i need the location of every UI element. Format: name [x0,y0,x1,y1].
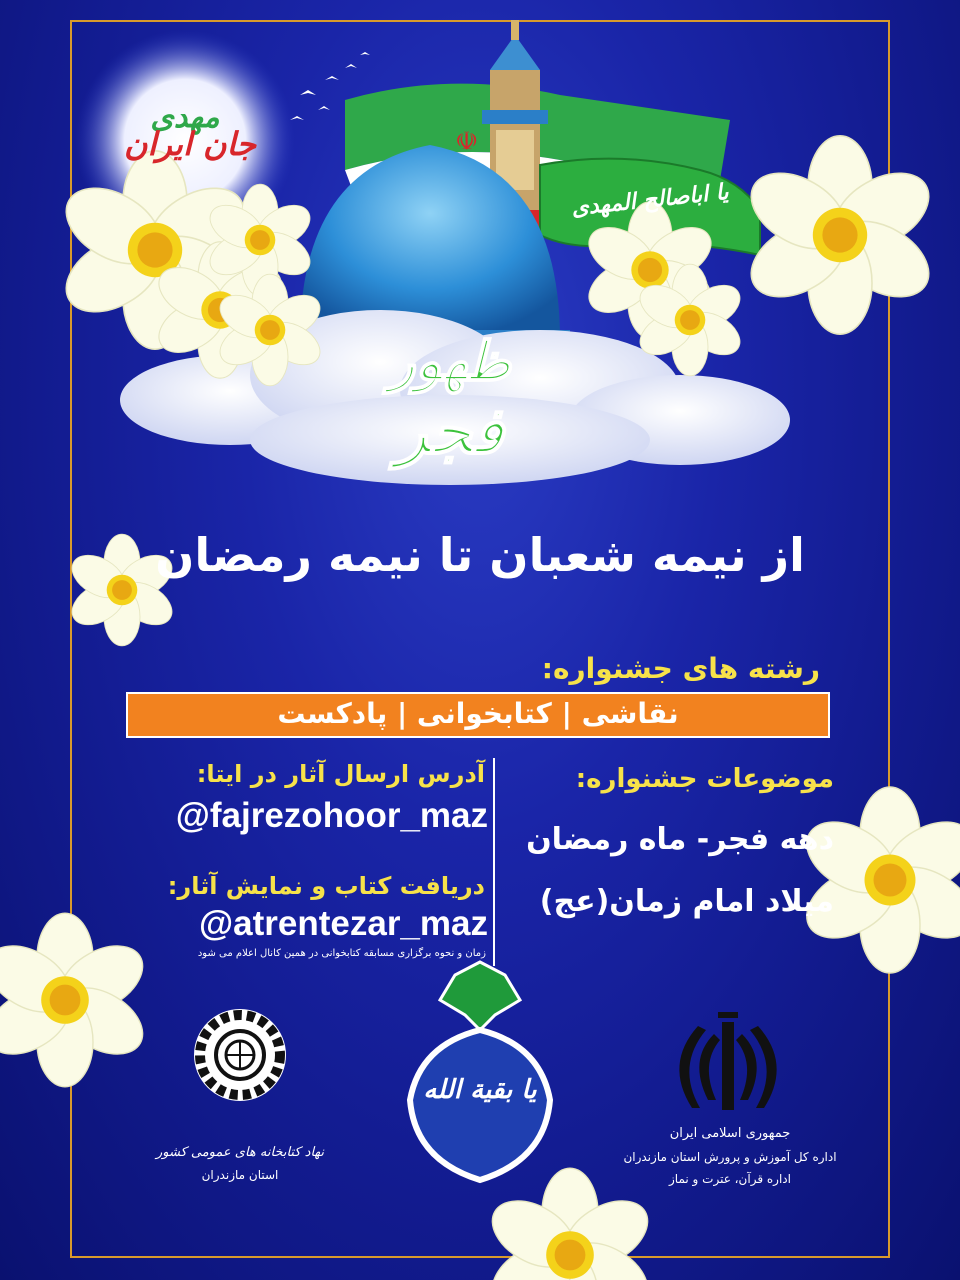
quran-office-caption: اداره قرآن، عترت و نماز [669,1172,791,1186]
library-name: نهاد کتابخانه های عمومی کشور [155,1145,325,1160]
fields-heading: رشته های جشنواره: [541,652,820,685]
fajr-text: فجر [396,395,504,469]
iran-republic-caption: جمهوری اسلامی ایران [669,1126,791,1141]
ya-abasaleh-text: یا اباصالح المهدی [570,179,730,222]
jan-iran-text: جان ایران [123,125,256,163]
eitaa-handle-fajrezohoor[interactable]: @fajrezohoor_maz [175,796,488,835]
fields-list: نقاشی | کتابخوانی | پادکست [126,692,830,738]
library-province: استان مازندران [201,1168,279,1182]
address-heading: آدرس ارسال آثار در ایتا: [196,760,485,788]
poster-title: از نیمه شعبان تا نیمه رمضان [155,528,805,582]
public-library-logo-icon [194,1009,286,1101]
mahdi-text: مهدی [150,100,220,135]
topics-heading: موضوعات جشنواره: [575,764,834,794]
column-divider [493,758,495,966]
ya-baqiyatallah-text: یا بقیة الله [423,1075,537,1105]
receive-heading: دریافت کتاب و نمایش آثار: [167,872,485,900]
svg-text:☫: ☫ [455,127,479,157]
ya-baqiyatallah-emblem [410,962,550,1180]
narcissus-flower-icon [794,787,960,973]
topic-item: دهه فجر- ماه رمضان [526,822,834,857]
contest-note: زمان و نحوه برگزاری مسابقه کتابخوانی در همین کانال اعلام می شود [197,948,486,959]
topic-item: میلاد امام زمان(عج) [539,884,834,919]
education-office-caption: اداره کل آموزش و پرورش استان مازندران [623,1150,837,1164]
narcissus-flower-icon [738,136,942,334]
iran-emblem-icon [679,1012,776,1110]
zohoor-text: ظهور [389,330,511,393]
eitaa-handle-atrentezar[interactable]: @atrentezar_maz [199,904,488,943]
